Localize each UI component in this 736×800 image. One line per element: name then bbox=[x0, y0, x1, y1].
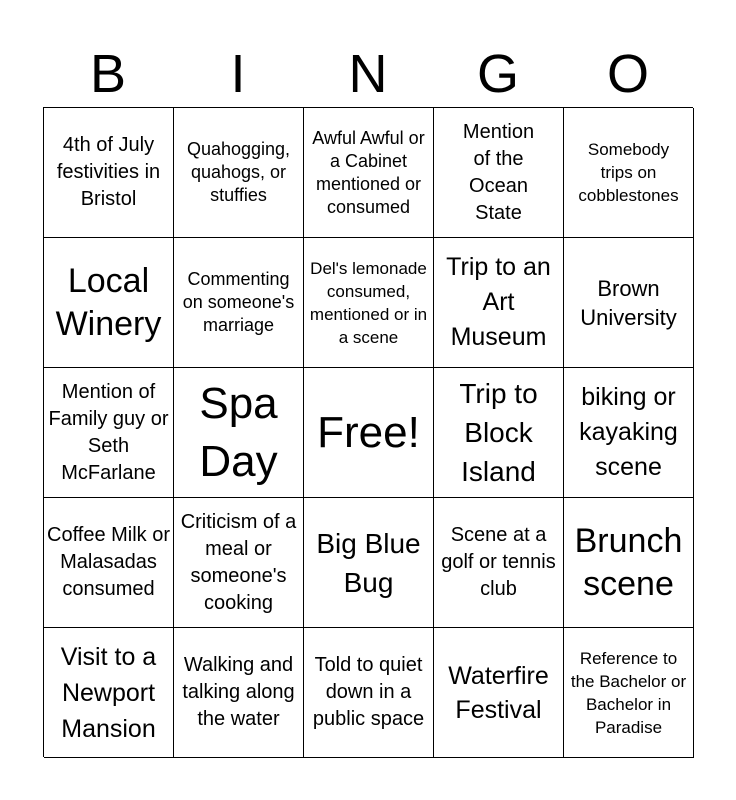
bingo-cell-r5c1[interactable] bbox=[44, 628, 174, 758]
header-letter-b: B bbox=[89, 44, 127, 104]
cell-text: Commenting on someone's marriage bbox=[182, 269, 295, 335]
bingo-cell-r5c4[interactable] bbox=[434, 628, 564, 758]
bingo-cell-r5c5[interactable] bbox=[564, 628, 694, 758]
bingo-cell-r2c5[interactable] bbox=[564, 238, 694, 368]
header-letter-g: G bbox=[476, 44, 519, 104]
bingo-cell-r3c5[interactable] bbox=[564, 368, 694, 498]
bingo-cell-r4c1[interactable] bbox=[44, 498, 174, 628]
bingo-cell-r3c1[interactable] bbox=[44, 368, 174, 498]
cell-text: Waterfire Festival bbox=[448, 661, 549, 724]
cell-text: Mention of the Ocean State bbox=[462, 120, 535, 224]
bingo-cell-r5c3[interactable] bbox=[304, 628, 434, 758]
bingo-cell-r2c1[interactable] bbox=[44, 238, 174, 368]
cell-text: Awful Awful or a Cabinet mentioned or consumed bbox=[312, 127, 425, 217]
bingo-cell-r1c4[interactable] bbox=[434, 108, 564, 238]
cell-text: Spa Day bbox=[199, 378, 278, 486]
cell-text: Reference to the Bachelor or Bachelor in Paradise bbox=[570, 648, 687, 737]
cell-text: 4th of July festivities in Bristol bbox=[56, 134, 161, 210]
cell-text: Somebody trips on cobblestones bbox=[578, 140, 679, 205]
cell-text: Trip to an Art Museum bbox=[446, 253, 551, 351]
bingo-cell-r4c2[interactable] bbox=[174, 498, 304, 628]
cell-text: biking or kayaking scene bbox=[579, 383, 678, 481]
bingo-cell-r3c3[interactable] bbox=[304, 368, 434, 498]
cell-text: Local Winery bbox=[55, 261, 162, 343]
header-letter-i: I bbox=[230, 44, 246, 104]
bingo-cell-r5c2[interactable] bbox=[174, 628, 304, 758]
bingo-cell-r4c3[interactable] bbox=[304, 498, 434, 628]
bingo-cell-r1c2[interactable] bbox=[174, 108, 304, 238]
bingo-cell-r3c4[interactable] bbox=[434, 368, 564, 498]
bingo-cell-r2c4[interactable] bbox=[434, 238, 564, 368]
bingo-cell-r2c2[interactable] bbox=[174, 238, 304, 368]
cell-text: Criticism of a meal or someone's cooking bbox=[180, 510, 297, 614]
bingo-cell-r1c3[interactable] bbox=[304, 108, 434, 238]
free-space: Free! bbox=[317, 407, 420, 457]
bingo-card-grid bbox=[43, 107, 693, 757]
bingo-cell-r2c3[interactable] bbox=[304, 238, 434, 368]
cell-text: Told to quiet down in a public space bbox=[312, 654, 425, 730]
cell-text: Brown University bbox=[580, 275, 677, 330]
cell-text: Brunch scene bbox=[574, 521, 683, 603]
header-letter-n: N bbox=[348, 44, 388, 104]
cell-text: Mention of Family guy or Seth McFarlane bbox=[48, 380, 169, 484]
cell-text: Del's lemonade consumed, mentioned or in a scene bbox=[309, 258, 428, 347]
cell-text: Coffee Milk or Malasadas consumed bbox=[47, 524, 171, 600]
bingo-cell-r3c2[interactable] bbox=[174, 368, 304, 498]
bingo-cell-r4c5[interactable] bbox=[564, 498, 694, 628]
cell-text: Quahogging, quahogs, or stuffies bbox=[186, 139, 291, 205]
cell-text: Scene at a golf or tennis club bbox=[441, 524, 556, 600]
cell-text: Big Blue Bug bbox=[316, 527, 421, 598]
cell-text: Visit to a Newport Mansion bbox=[60, 642, 157, 743]
bingo-cell-r1c1[interactable] bbox=[44, 108, 174, 238]
cell-text: Walking and talking along the water bbox=[182, 654, 295, 730]
cell-text: Trip to Block Island bbox=[459, 378, 538, 487]
bingo-cell-r1c5[interactable] bbox=[564, 108, 694, 238]
header-letter-o: O bbox=[606, 44, 649, 104]
bingo-cell-r4c4[interactable] bbox=[434, 498, 564, 628]
bingo-header bbox=[43, 40, 693, 108]
